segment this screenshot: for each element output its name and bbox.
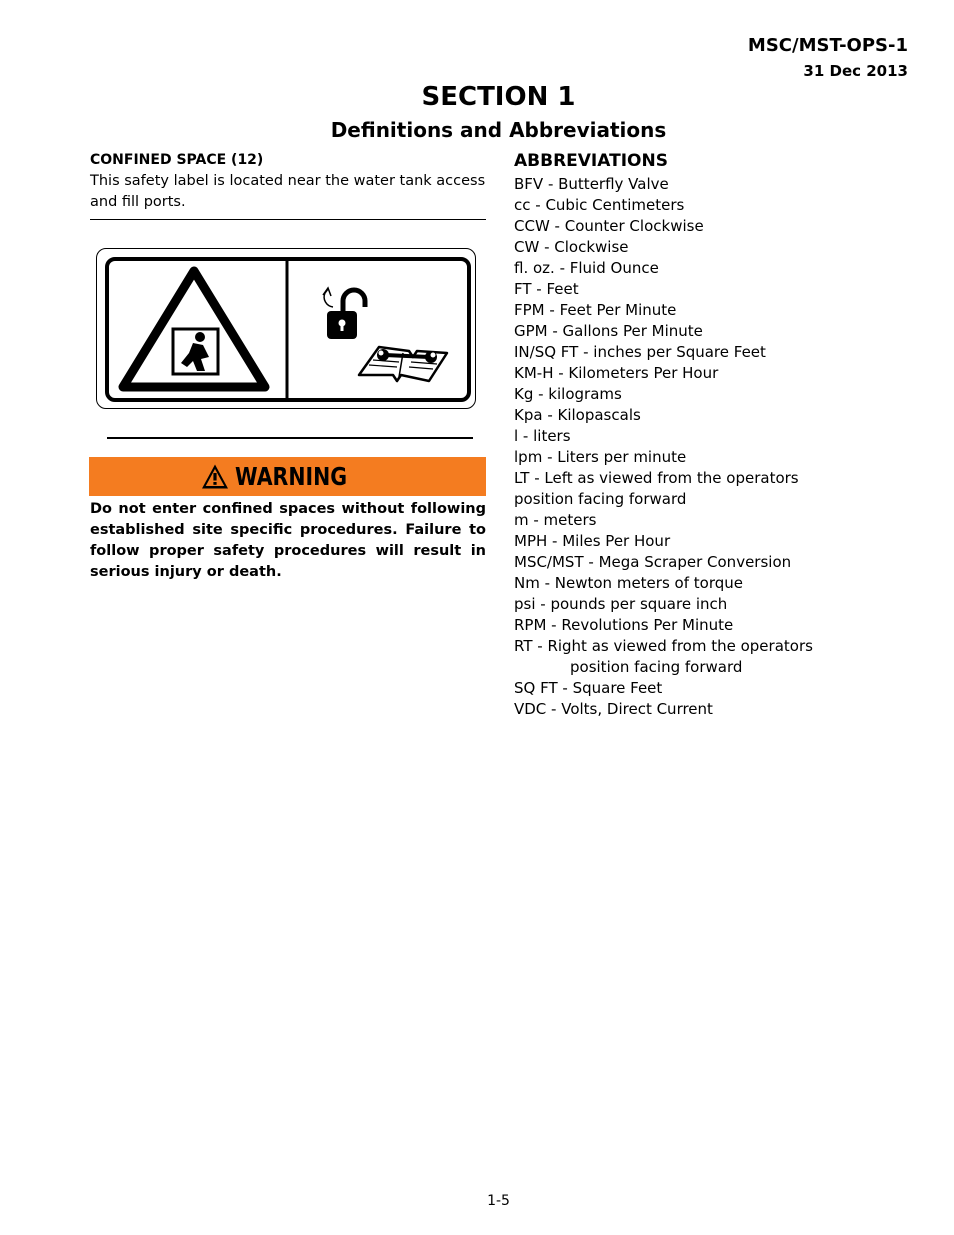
list-item	[514, 237, 914, 258]
abbreviation-text: KM-H - Kilometers Per Hour	[514, 364, 719, 382]
abbreviation-text: MSC/MST - Mega Scraper Conversion	[514, 553, 792, 571]
list-item	[514, 573, 914, 594]
abbreviation-text: CCW - Counter Clockwise	[514, 217, 704, 235]
list-item	[514, 468, 914, 510]
left-column	[90, 150, 486, 213]
abbreviation-text: GPM - Gallons Per Minute	[514, 322, 703, 340]
list-item	[514, 447, 914, 468]
list-item	[514, 300, 914, 321]
list-item	[514, 510, 914, 531]
label-heading: CONFINED SPACE (12)	[90, 152, 264, 168]
abbreviation-text: FPM - Feet Per Minute	[514, 301, 677, 319]
list-item	[514, 363, 914, 384]
list-item	[514, 699, 914, 720]
list-item	[514, 321, 914, 342]
abbreviation-text: MPH - Miles Per Hour	[514, 532, 671, 550]
list-item	[514, 279, 914, 300]
abbreviation-text: m - meters	[514, 511, 597, 529]
abbreviation-text: Kg - kilograms	[514, 385, 622, 403]
list-item	[514, 258, 914, 279]
abbreviation-continuation: position facing forward	[570, 658, 743, 676]
confined-space-hazard-icon	[123, 271, 265, 387]
list-item	[514, 342, 914, 363]
warning-word: WARNING	[235, 462, 348, 491]
abbreviation-text: LT - Left as viewed from the operators	[514, 469, 799, 487]
abbreviation-text: SQ FT - Square Feet	[514, 679, 663, 697]
document-id: MSC/MST-OPS-1	[747, 35, 908, 56]
warning-triangle-icon	[201, 463, 229, 490]
list-item	[514, 405, 914, 426]
list-item	[514, 216, 914, 237]
list-item	[514, 174, 914, 195]
manual-with-wrench-icon	[359, 347, 447, 381]
label-description: This safety label is located near the water tank access and fill ports.	[90, 173, 486, 210]
list-item	[514, 615, 914, 636]
abbreviations-heading: ABBREVIATIONS	[514, 151, 668, 171]
page-number: 1-5	[487, 1193, 510, 1209]
safety-label-decal	[96, 248, 476, 409]
list-item	[514, 531, 914, 552]
abbreviation-text: Nm - Newton meters of torque	[514, 574, 743, 592]
abbreviation-text: RT - Right as viewed from the operators	[514, 637, 813, 655]
abbreviation-text: psi - pounds per square inch	[514, 595, 728, 613]
abbreviation-text: cc - Cubic Centimeters	[514, 196, 685, 214]
abbreviation-text: IN/SQ FT - inches per Square Feet	[514, 343, 766, 361]
abbreviation-text: l - liters	[514, 427, 571, 445]
safety-label-graphic	[97, 249, 477, 410]
list-item	[514, 678, 914, 699]
list-item	[514, 552, 914, 573]
abbreviation-text: CW - Clockwise	[514, 238, 629, 256]
list-item	[514, 384, 914, 405]
right-column	[514, 150, 914, 720]
document-date: 31 Dec 2013	[803, 62, 908, 80]
abbreviation-text: VDC - Volts, Direct Current	[514, 700, 713, 718]
divider-bottom	[107, 437, 473, 439]
section-title: SECTION 1	[421, 82, 576, 112]
abbreviation-text: FT - Feet	[514, 280, 579, 298]
list-item	[514, 426, 914, 447]
warning-message: Do not enter confined spaces without following established site specific procedures. Failure to follow proper safety procedures will result in serious injury or death.	[90, 501, 486, 580]
abbreviation-text: BFV - Butterfly Valve	[514, 175, 669, 193]
abbreviation-text: Kpa - Kilopascals	[514, 406, 641, 424]
abbreviation-text: RPM - Revolutions Per Minute	[514, 616, 734, 634]
abbreviation-text: fl. oz. - Fluid Ounce	[514, 259, 659, 277]
abbreviation-text: lpm - Liters per minute	[514, 448, 687, 466]
warning-banner	[89, 457, 486, 496]
divider-top	[90, 219, 486, 220]
list-item	[514, 594, 914, 615]
abbreviation-continuation: position facing forward	[514, 490, 687, 508]
list-item	[514, 195, 914, 216]
lockout-padlock-icon	[323, 288, 365, 339]
section-subtitle: Definitions and Abbreviations	[330, 118, 667, 142]
abbreviations-list	[514, 174, 914, 720]
list-item	[514, 636, 914, 678]
